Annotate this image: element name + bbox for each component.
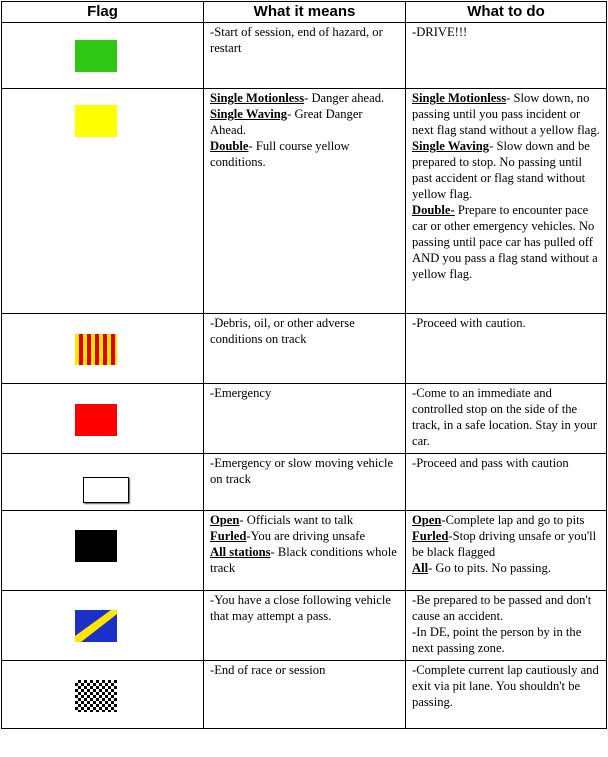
meaning-cell xyxy=(204,384,406,454)
meaning-text: -Emergency xyxy=(210,386,272,400)
meaning-cell xyxy=(204,23,406,89)
action-text: -Proceed and pass with caution xyxy=(412,456,569,470)
action-cell xyxy=(406,511,607,591)
flag-cell xyxy=(2,661,204,729)
flag-cell xyxy=(2,23,204,89)
action-text: - Go to pits. No passing. xyxy=(428,561,551,575)
action-text: -Complete lap and go to pits xyxy=(441,513,585,527)
meaning-label: Furled xyxy=(210,529,247,543)
meaning-cell xyxy=(204,89,406,314)
table-row-white xyxy=(2,454,607,511)
action-text: - Slow down, no passing until you pass incident or next flag stand without a yellow flag. xyxy=(412,91,600,137)
meaning-text: - Black conditions whole track xyxy=(210,545,397,575)
meaning-label: All stations xyxy=(210,545,271,559)
flag-cell xyxy=(2,89,204,314)
meaning-text: - Officials want to talk xyxy=(239,513,354,527)
meaning-text: -Emergency or slow moving vehicle on track xyxy=(210,456,394,486)
action-item xyxy=(412,528,600,560)
header-meaning: What it means xyxy=(204,2,406,23)
debris-flag-icon xyxy=(75,334,117,365)
table-row-green xyxy=(2,23,607,89)
header-row xyxy=(2,2,607,23)
action-item xyxy=(412,512,600,528)
flag-cell xyxy=(2,384,204,454)
meaning-label: Open xyxy=(210,513,240,527)
red-flag-icon xyxy=(75,404,117,436)
action-label: All xyxy=(412,561,429,575)
action-text: -Proceed with caution. xyxy=(412,316,526,330)
blue-flag-icon xyxy=(75,610,117,642)
action-cell xyxy=(406,89,607,314)
table-row-debris xyxy=(2,314,607,384)
action-item xyxy=(412,560,600,576)
action-cell xyxy=(406,591,607,661)
action-cell xyxy=(406,661,607,729)
meaning-cell xyxy=(204,591,406,661)
action-text: -Come to an immediate and controlled stop on the side of the track, in a safe location. Stay in your car. xyxy=(412,386,598,448)
table-row-red xyxy=(2,384,607,454)
flag-cell xyxy=(2,591,204,661)
action-cell xyxy=(406,314,607,384)
meaning-text: -Debris, oil, or other adverse conditions on track xyxy=(210,316,355,346)
action-text: -DRIVE!!! xyxy=(412,25,468,39)
black-flag-icon xyxy=(75,530,117,562)
header-flag: Flag xyxy=(2,2,204,23)
meaning-text: - Danger ahead. xyxy=(304,91,385,105)
action-text: - Slow down and be prepared to stop. No passing until past accident or flag stand without yellow flag. xyxy=(412,139,590,201)
action-label: Single Motionless xyxy=(412,91,507,105)
meaning-item xyxy=(210,90,399,106)
flag-cell xyxy=(2,314,204,384)
header-action: What to do xyxy=(406,2,607,23)
flag-cell xyxy=(2,511,204,591)
action-label: Furled xyxy=(412,529,449,543)
action-text: -Complete current lap cautiously and exit via pit lane. You shouldn't be passing. xyxy=(412,663,599,709)
table-row-black xyxy=(2,511,607,591)
meaning-text: -You are driving unsafe xyxy=(246,529,366,543)
table-row-blue xyxy=(2,591,607,661)
flag-reference-table xyxy=(1,1,607,729)
action-cell xyxy=(406,454,607,511)
meaning-item xyxy=(210,106,399,138)
meaning-text: -You have a close following vehicle that may attempt a pass. xyxy=(210,593,391,623)
meaning-cell xyxy=(204,511,406,591)
action-item xyxy=(412,138,600,202)
meaning-item xyxy=(210,528,399,544)
action-label: Single Waving xyxy=(412,139,490,153)
meaning-text: - Great Danger Ahead. xyxy=(210,107,363,137)
action-label: Open xyxy=(412,513,442,527)
action-cell xyxy=(406,384,607,454)
meaning-item xyxy=(210,512,399,528)
action-item xyxy=(412,202,600,282)
green-flag-icon xyxy=(75,40,117,72)
table-row-yellow xyxy=(2,89,607,314)
meaning-text: - Full course yellow conditions. xyxy=(210,139,350,169)
meaning-label: Double xyxy=(210,139,249,153)
yellow-flag-icon xyxy=(75,105,117,137)
meaning-cell xyxy=(204,314,406,384)
meaning-text: -Start of session, end of hazard, or restart xyxy=(210,25,383,55)
meaning-item xyxy=(210,544,399,576)
action-text: Prepare to encounter pace car or other emergency vehicles. No passing until pace car has pulled off AND you pass a flag stand without a yellow flag. xyxy=(412,203,598,281)
flag-cell xyxy=(2,454,204,511)
blue-flag-stripe-icon xyxy=(75,610,117,642)
action-text: -Stop driving unsafe or you'll be black flagged xyxy=(412,529,597,559)
meaning-cell xyxy=(204,454,406,511)
white-flag-icon xyxy=(83,477,129,503)
meaning-item xyxy=(210,138,399,170)
meaning-label: Single Motionless xyxy=(210,91,305,105)
table-row-checkered xyxy=(2,661,607,729)
action-label: Double- xyxy=(412,203,455,217)
meaning-label: Single Waving xyxy=(210,107,288,121)
checkered-flag-icon xyxy=(75,680,117,712)
action-item xyxy=(412,90,600,138)
meaning-cell xyxy=(204,661,406,729)
action-cell xyxy=(406,23,607,89)
action-text: -Be prepared to be passed and don't cause an accident. xyxy=(412,593,592,623)
action-text: -In DE, point the person by in the next passing zone. xyxy=(412,625,582,655)
meaning-text: -End of race or session xyxy=(210,663,326,677)
